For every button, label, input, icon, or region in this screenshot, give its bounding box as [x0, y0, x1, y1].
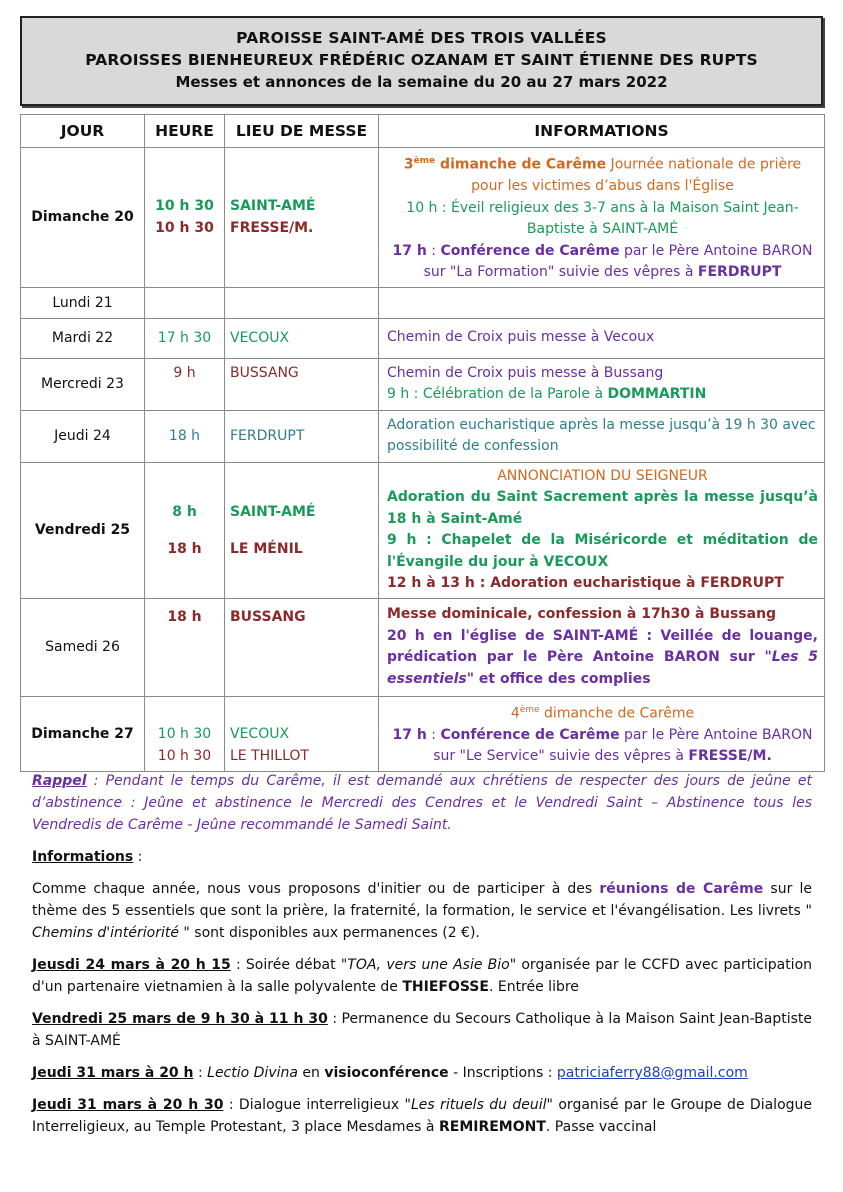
parishes-subtitle: PAROISSES BIENHEUREUX FRÉDÉRIC OZANAM ET SAINT ÉTIENNE DES RUPTS — [85, 51, 758, 69]
email-link[interactable]: patriciaferry88@gmail.com — [556, 1065, 748, 1081]
info-line: 4ème dimanche de Carême — [510, 704, 695, 722]
table-row — [21, 696, 825, 771]
day-cell: Jeudi 24 — [21, 410, 145, 462]
event-dialogue-interreligieux: Jeudi 31 mars à 20 h 30 : Dialogue interreligieux "Les rituels du deuil" organisé par le Groupe de Dialogue Interreligieux, au Temple Protestant, 3 place Mesdames à REMIREMONT. Passe vaccinal — [32, 1097, 813, 1135]
info-cell — [379, 287, 825, 318]
table-row — [21, 410, 825, 462]
day-cell: Vendredi 25 — [21, 462, 145, 598]
place-cell: FERDRUPT — [225, 410, 379, 462]
info-cell — [379, 462, 825, 598]
event-secours-catholique: Vendredi 25 mars de 9 h 30 à 11 h 30 : Permanence du Secours Catholique à la Maison Saint Jean-Baptiste à SAINT-AMÉ — [32, 1011, 812, 1049]
col-header-lieu: LIEU DE MESSE — [225, 115, 379, 148]
time-cell: 18 h — [145, 410, 225, 462]
time-cell: 17 h 30 — [145, 318, 225, 358]
info-line: 17 h : Conférence de Carême par le Père Antoine BARON sur "La Formation" suivie des vêpres à FERDRUPT — [392, 242, 813, 281]
info-line: 12 h à 13 h : Adoration eucharistique à FERDRUPT — [387, 575, 784, 592]
event-date: Jeudi 31 mars à 20 h — [32, 1065, 194, 1081]
place-cell: BUSSANG — [225, 358, 379, 410]
table-row — [21, 598, 825, 696]
info-title: ANNONCIATION DU SEIGNEUR — [497, 467, 708, 484]
table-row — [21, 358, 825, 410]
info-line: Adoration du Saint Sacrement après la messe jusqu’à 18 h à Saint-Amé — [387, 489, 818, 527]
place-cell: BUSSANG — [225, 598, 379, 696]
event-date: Jeudi 31 mars à 20 h 30 — [32, 1097, 224, 1113]
time-cell: 18 h — [145, 598, 225, 696]
mass-time: 8 h — [172, 503, 197, 520]
table-row — [21, 462, 825, 598]
info-line: Messe dominicale, confession à 17h30 à Bussang — [387, 606, 777, 623]
info-line: Chemin de Croix puis messe à Bussang — [387, 364, 664, 381]
place-cell — [225, 696, 379, 771]
time-cell — [145, 462, 225, 598]
week-title: Messes et annonces de la semaine du 20 au 27 mars 2022 — [175, 73, 668, 91]
info-line: 10 h : Éveil religieux des 3-7 ans à la Maison Saint Jean-Baptiste à SAINT-AMÉ — [406, 199, 799, 238]
document-header — [20, 16, 823, 106]
mass-time: 18 h — [167, 540, 202, 557]
mass-place: FRESSE/M. — [230, 220, 314, 237]
day-cell: Lundi 21 — [21, 287, 145, 318]
mass-place: LE MÉNIL — [230, 540, 303, 557]
place-cell — [225, 148, 379, 288]
mass-time: 10 h 30 — [155, 198, 214, 215]
day-cell: Samedi 26 — [21, 598, 145, 696]
info-line: 9 h : Célébration de la Parole à DOMMARTIN — [387, 386, 707, 403]
table-header-row — [21, 115, 825, 148]
informations-heading: Informations : — [32, 849, 143, 865]
table-row — [21, 287, 825, 318]
info-cell — [379, 148, 825, 288]
event-date: Jeusdi 24 mars à 20 h 15 — [32, 957, 231, 973]
announcements — [32, 770, 812, 1148]
info-cell: Chemin de Croix puis messe à Vecoux — [379, 318, 825, 358]
mass-schedule-table — [20, 114, 825, 772]
day-cell: Dimanche 20 — [21, 148, 145, 288]
info-line: 17 h : Conférence de Carême par le Père Antoine BARON sur "Le Service" suivie des vêpres à FRESSE/M. — [392, 726, 813, 765]
mass-time: 10 h 30 — [157, 725, 212, 742]
info-cell — [379, 598, 825, 696]
table-row — [21, 318, 825, 358]
parish-title: PAROISSE SAINT-AMÉ DES TROIS VALLÉES — [236, 29, 607, 47]
place-cell — [225, 287, 379, 318]
rappel-label: Rappel — [32, 773, 87, 789]
place-cell: VECOUX — [225, 318, 379, 358]
time-cell — [145, 148, 225, 288]
table-row — [21, 148, 825, 288]
mass-place: SAINT-AMÉ — [230, 198, 316, 215]
place-cell — [225, 462, 379, 598]
event-lectio-divina: Jeudi 31 mars à 20 h : Lectio Divina en visioconférence - Inscriptions : patriciaferry88@gmail.com — [32, 1065, 748, 1081]
time-cell: 9 h — [145, 358, 225, 410]
event-toa: Jeusdi 24 mars à 20 h 15 : Soirée débat "TOA, vers une Asie Bio" organisée par le CCFD avec participation d'un partenaire vietnamien à la salle polyvalente de THIEFOSSE. Entrée libre — [32, 957, 813, 995]
col-header-heure: HEURE — [145, 115, 225, 148]
mass-place: SAINT-AMÉ — [230, 503, 316, 520]
lent-meetings-paragraph: Comme chaque année, nous vous proposons d'initier ou de participer à des réunions de Carême sur le thème des 5 essentiels que sont la prière, la fraternité, la formation, le service et l'évangélisation. Les livrets " Chemins d'intériorité " sont disponibles aux permanences (2 €). — [32, 881, 812, 941]
day-cell: Mercredi 23 — [21, 358, 145, 410]
col-header-jour: JOUR — [21, 115, 145, 148]
mass-time: 10 h 30 — [155, 220, 214, 237]
rappel-paragraph: Rappel : Pendant le temps du Carême, il est demandé aux chrétiens de respecter des jours de jeûne et d’abstinence : Jeûne et abstinence le Mercredi des Cendres et le Vendredi Saint – Abstinence tous les Vendredis de Carême - Jeûne recommandé le Samedi Saint. — [32, 773, 812, 833]
info-cell — [379, 358, 825, 410]
day-cell: Dimanche 27 — [21, 696, 145, 771]
event-date: Vendredi 25 mars de 9 h 30 à 11 h 30 — [32, 1011, 328, 1027]
day-cell: Mardi 22 — [21, 318, 145, 358]
time-cell — [145, 696, 225, 771]
info-cell: Adoration eucharistique après la messe jusqu’à 19 h 30 avec possibilité de confession — [379, 410, 825, 462]
mass-time: 10 h 30 — [157, 747, 212, 764]
info-line: 3ème dimanche de Carême Journée nationale de prière pour les victimes d’abus dans l'Église — [403, 156, 802, 195]
mass-place: LE THILLOT — [230, 747, 309, 764]
col-header-informations: INFORMATIONS — [379, 115, 825, 148]
info-cell — [379, 696, 825, 771]
info-line: 20 h en l'église de SAINT-AMÉ : Veillée de louange, prédication par le Père Antoine BARON sur "Les 5 essentiels" et office des complies — [387, 627, 818, 687]
mass-place: VECOUX — [230, 725, 290, 742]
info-line: 9 h : Chapelet de la Miséricorde et méditation de l'Évangile du jour à VECOUX — [387, 532, 818, 570]
time-cell — [145, 287, 225, 318]
